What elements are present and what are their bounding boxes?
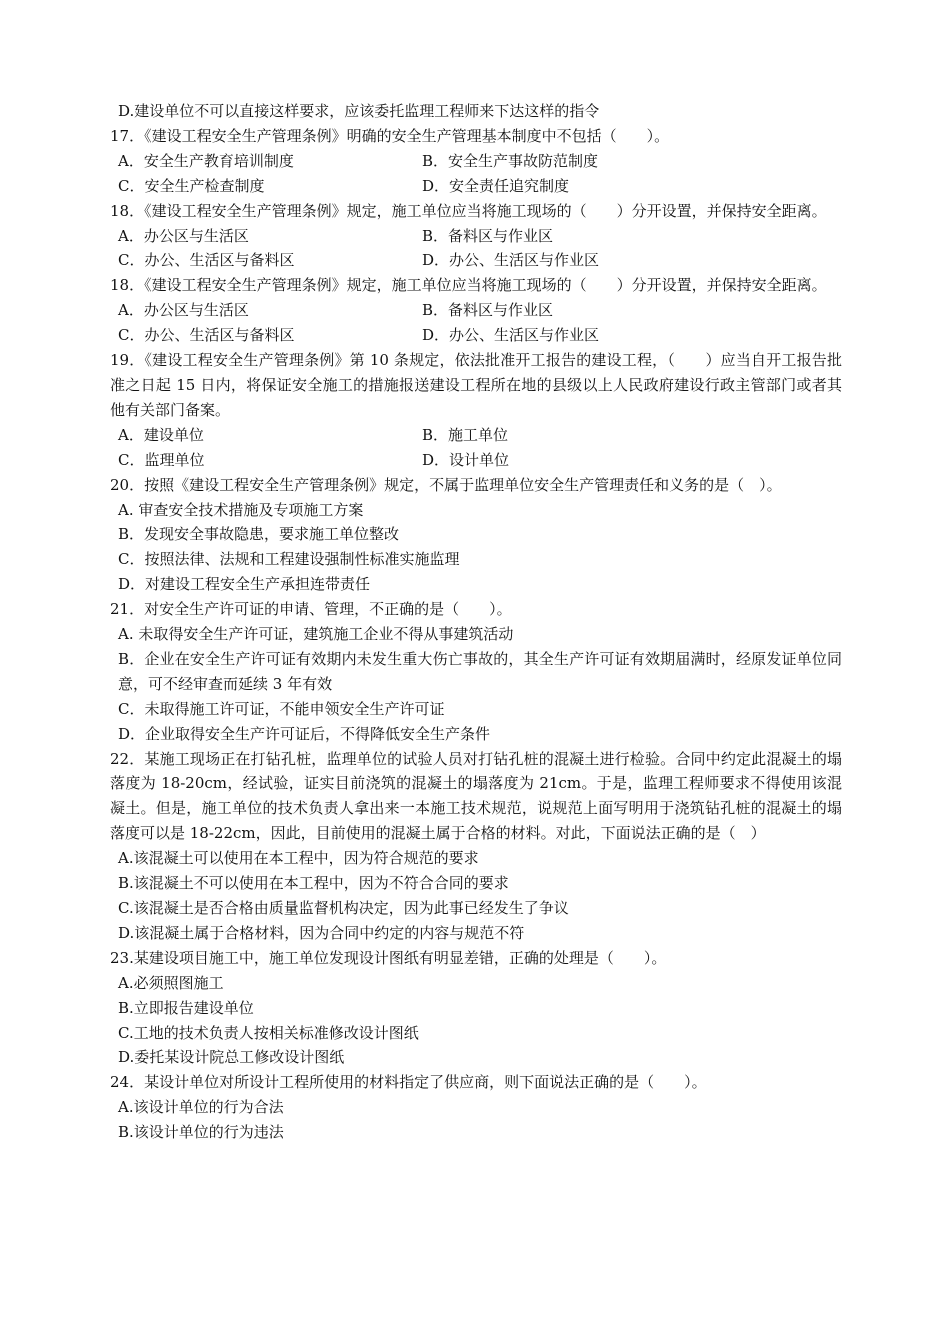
question-18: 18．《建设工程安全生产管理条例》规定，施工单位应当将施工现场的（ ）分开设置，并保持安全距离。 (110, 201, 827, 220)
option-b: B.该设计单位的行为违法 (118, 1123, 284, 1142)
option-b: B．企业在安全生产许可证有效期内未发生重大伤亡事故的，其全生产许可证有效期届满时，经原发证单位同意，可不经审查而延续 3 年有效 (118, 649, 842, 693)
option-row (110, 224, 842, 249)
option-a: A. 审查安全技术措施及专项施工方案 (118, 500, 364, 519)
option-c: C．监理单位 (118, 450, 205, 469)
question-20: 20．按照《建设工程安全生产管理条例》规定，不属于监理单位安全生产管理责任和义务的是（ ）。 (110, 475, 782, 494)
option-b: B．安全生产事故防范制度 (422, 151, 599, 170)
option-a: A.必须照图施工 (118, 973, 224, 992)
option-row (110, 174, 842, 199)
option-d: D.委托某设计院总工修改设计图纸 (118, 1048, 345, 1067)
option-row (110, 149, 842, 174)
option-row (110, 423, 842, 448)
option-c: C．办公、生活区与备料区 (118, 326, 295, 345)
option-c: C.该混凝土是否合格由质量监督机构决定，因为此事已经发生了争议 (118, 899, 569, 917)
option-row (110, 248, 842, 273)
question-17: 17．《建设工程安全生产管理条例》明确的安全生产管理基本制度中不包括（ ）。 (110, 126, 670, 145)
option-d: D．设计单位 (422, 450, 510, 469)
option-d: D．企业取得安全生产许可证后，不得降低安全生产条件 (118, 724, 491, 743)
option-c: C．安全生产检查制度 (118, 176, 265, 195)
option-d: D．办公、生活区与作业区 (422, 251, 600, 270)
option-a: A.该混凝土可以使用在本工程中，因为符合规范的要求 (118, 849, 479, 868)
option-row (110, 323, 842, 348)
question-23: 23.某建设项目施工中，施工单位发现设计图纸有明显差错，正确的处理是（ ）。 (110, 948, 667, 967)
option-d: D．安全责任追究制度 (422, 176, 570, 195)
option-row (110, 448, 842, 473)
option-c: C．按照法律、法规和工程建设强制性标准实施监理 (118, 550, 460, 569)
option-c: C．未取得施工许可证，不能申领安全生产许可证 (118, 699, 445, 718)
option-a: A．建设单位 (118, 425, 204, 444)
option-b: B．施工单位 (422, 425, 509, 444)
option-b: B．备料区与作业区 (422, 301, 554, 320)
question-18-repeat: 18．《建设工程安全生产管理条例》规定，施工单位应当将施工现场的（ ）分开设置，并保持安全距离。 (110, 276, 827, 295)
option-a: A．安全生产教育培训制度 (118, 151, 294, 170)
question-22: 22．某施工现场正在打钻孔桩，监理单位的试验人员对打钻孔桩的混凝土进行检验。合同中约定此混凝土的塌落度为 18-20cm，经试验，证实目前浇筑的混凝土的塌落度为 21cm。于是，监理工程师要求不得使用该混凝土。但是，施工单位的技术负责人拿出来一本施工技术规范，说规范上面写明用于浇筑钻孔桩的混凝土的塌落度可以是 18-22cm，因此，目前使用的混凝土属于合格的材料。对此，下面说法正确的是（ ） (110, 749, 842, 843)
option-d: D．对建设工程安全生产承担连带责任 (118, 575, 371, 594)
option-d: D.该混凝土属于合格材料，因为合同中约定的内容与规范不符 (118, 923, 525, 942)
option-b: B.该混凝土不可以使用在本工程中，因为不符合合同的要求 (118, 874, 509, 893)
option-c: C．办公、生活区与备料区 (118, 251, 295, 270)
question-24: 24．某设计单位对所设计工程所使用的材料指定了供应商，则下面说法正确的是（ ）。 (110, 1073, 707, 1092)
option-c: C.工地的技术负责人按相关标准修改设计图纸 (118, 1023, 419, 1042)
option-d: D．办公、生活区与作业区 (422, 326, 600, 345)
option-a: A. 未取得安全生产许可证，建筑施工企业不得从事建筑活动 (118, 625, 514, 644)
option-text: D.建设单位不可以直接这样要求，应该委托监理工程师来下达这样的指令 (118, 102, 600, 120)
question-21: 21．对安全生产许可证的申请、管理，不正确的是（ ）。 (110, 600, 512, 619)
question-19: 19．《建设工程安全生产管理条例》第 10 条规定，依法批准开工报告的建设工程，（ ）应当自开工报告批准之日起 15 日内，将保证安全施工的措施报送建设工程所在地的县级以上人民政府建设行政主管部门或者其他有关部门备案。 (110, 351, 842, 419)
option-row (110, 298, 842, 323)
option-a: A.该设计单位的行为合法 (118, 1098, 284, 1117)
option-b: B．备料区与作业区 (422, 226, 554, 245)
document-page (110, 99, 842, 1145)
option-b: B．发现安全事故隐患，要求施工单位整改 (118, 525, 400, 544)
option-b: B.立即报告建设单位 (118, 998, 254, 1017)
option-a: A．办公区与生活区 (118, 226, 249, 245)
option-a: A．办公区与生活区 (118, 301, 249, 320)
